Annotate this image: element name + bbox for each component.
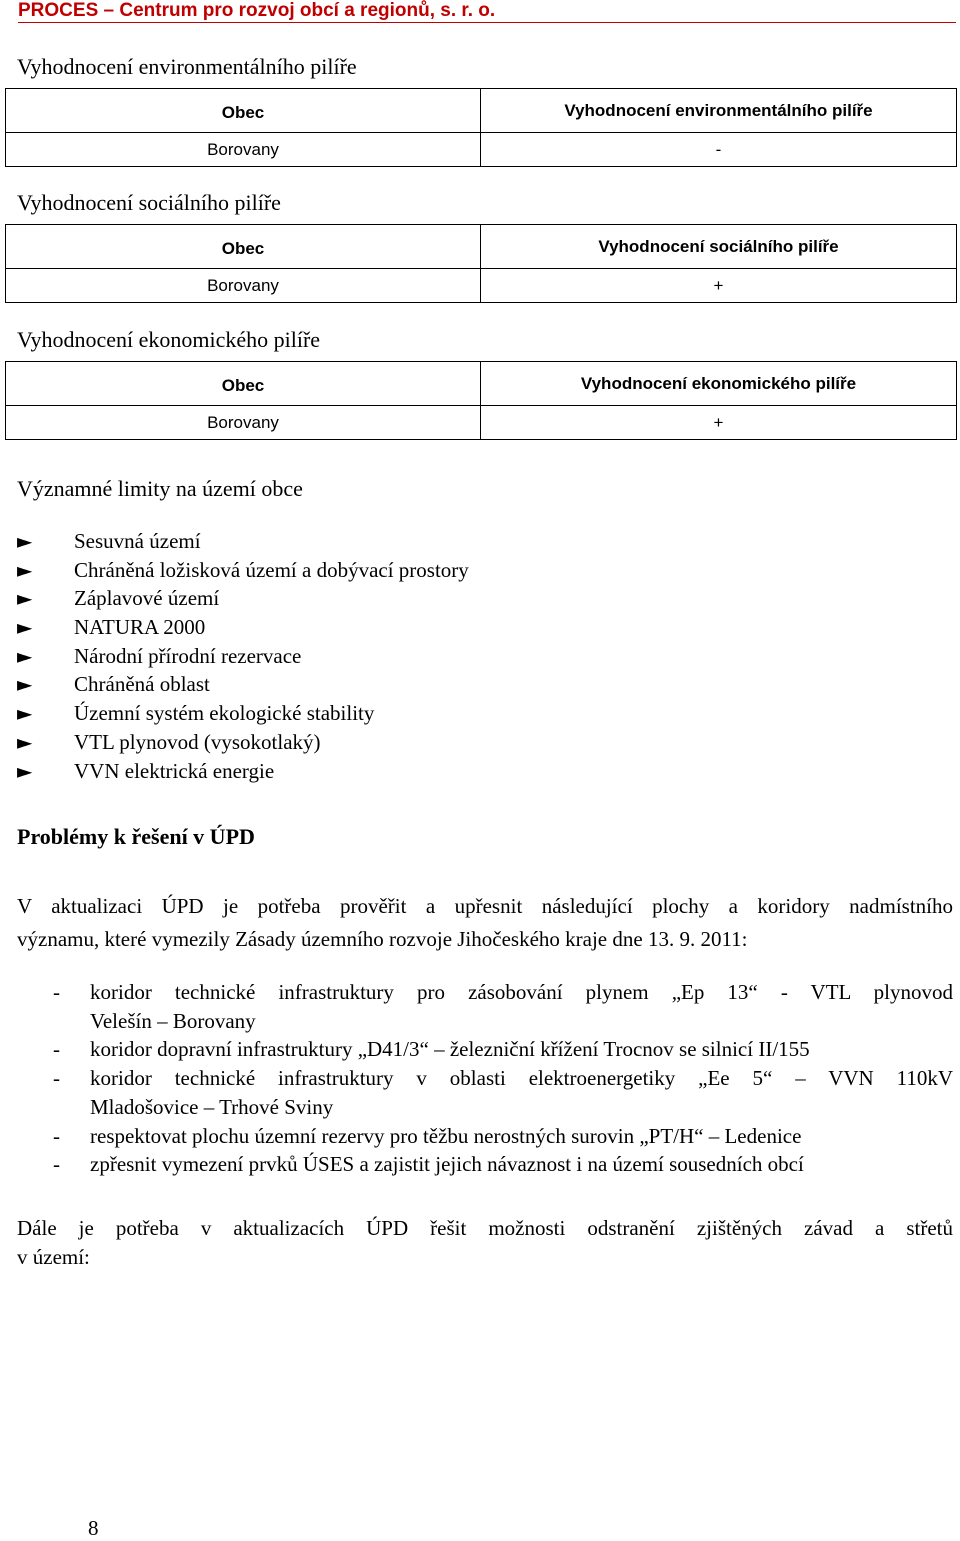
table-header-row (6, 225, 957, 269)
dash-bullet: - (53, 1037, 60, 1062)
problems-title: Problémy k řešení v ÚPD (17, 824, 255, 849)
list-item-label: VVN elektrická energie (74, 758, 275, 783)
list-item (17, 613, 469, 642)
list-item (17, 1150, 953, 1179)
list-item (17, 1122, 953, 1151)
triangle-right-icon: ► (17, 615, 33, 640)
list-item-label: Chráněná ložisková území a dobývací prostory (74, 557, 469, 582)
list-item-line: koridor technické infrastruktury v oblasti elektroenergetiky „Ee 5“ – VVN 110kV (90, 1066, 953, 1091)
table-row (6, 133, 957, 167)
column-header-evaluation: Vyhodnocení sociálního pilíře (481, 225, 957, 269)
list-item-line: koridor technické infrastruktury pro zásobování plynem „Ep 13“ - VTL plynovod (90, 980, 953, 1004)
closing-paragraph (17, 1214, 953, 1272)
problems-list (17, 978, 953, 1179)
document-header: PROCES – Centrum pro rozvoj obcí a regionů, s. r. o. (18, 0, 956, 23)
page-number: 8 (88, 1516, 99, 1540)
limits-title: Významné limity na území obce (17, 476, 303, 501)
column-header-evaluation: Vyhodnocení environmentálního pilíře (481, 89, 957, 133)
triangle-right-icon: ► (17, 586, 33, 611)
cell-evaluation: + (481, 406, 957, 440)
environmental-pillar-table (5, 88, 957, 167)
list-item (17, 699, 469, 728)
dash-bullet: - (53, 1123, 60, 1148)
cell-obec: Borovany (6, 133, 481, 167)
list-item (17, 728, 469, 757)
list-item-line: zpřesnit vymezení prvků ÚSES a zajistit jejich návaznost i na území sousedních obcí (90, 1152, 804, 1177)
triangle-right-icon: ► (17, 643, 33, 668)
list-item-line: respektovat plochu územní rezervy pro těžbu nerostných surovin „PT/H“ – Ledenice (90, 1123, 802, 1148)
table-header-row (6, 89, 957, 133)
problems-intro-paragraph (17, 890, 953, 956)
list-item (17, 757, 469, 786)
triangle-right-icon: ► (17, 557, 33, 582)
column-header-obec: Obec (6, 362, 481, 406)
paragraph-line: Dále je potřeba v aktualizacích ÚPD řešit možnosti odstranění zjištěných závad a střetů (17, 1216, 953, 1240)
economic-pillar-table (5, 361, 957, 440)
table-row (6, 406, 957, 440)
list-item-label: VTL plynovod (vysokotlaký) (74, 729, 321, 754)
cell-obec: Borovany (6, 406, 481, 440)
paragraph-line: významu, které vymezily Zásady územního rozvoje Jihočeského kraje dne 13. 9. 2011: (17, 927, 748, 951)
economic-pillar-title: Vyhodnocení ekonomického pilíře (17, 327, 321, 352)
list-item (17, 556, 469, 585)
list-item (17, 1064, 953, 1121)
triangle-right-icon: ► (17, 672, 33, 697)
table-header-row (6, 362, 957, 406)
triangle-right-icon: ► (17, 729, 33, 754)
list-item-label: Územní systém ekologické stability (74, 701, 375, 726)
social-pillar-title: Vyhodnocení sociálního pilíře (17, 190, 281, 215)
social-pillar-table (5, 224, 957, 303)
dash-bullet: - (53, 1152, 60, 1177)
list-item-label: Sesuvná území (74, 529, 201, 553)
list-item-label: Záplavové území (74, 586, 220, 611)
dash-bullet: - (53, 980, 60, 1004)
column-header-obec: Obec (6, 225, 481, 269)
paragraph-line: v území: (17, 1245, 90, 1269)
list-item-label: Národní přírodní rezervace (74, 643, 302, 668)
list-item (17, 642, 469, 671)
cell-evaluation: - (481, 133, 957, 167)
list-item (17, 670, 469, 699)
list-item-line: Velešín – Borovany (90, 1008, 256, 1033)
environmental-pillar-title: Vyhodnocení environmentálního pilíře (17, 54, 357, 79)
triangle-right-icon: ► (17, 758, 33, 783)
column-header-obec: Obec (6, 89, 481, 133)
paragraph-line: V aktualizaci ÚPD je potřeba prověřit a upřesnit následující plochy a koridory nadmístního (17, 894, 953, 918)
dash-bullet: - (53, 1066, 60, 1091)
cell-obec: Borovany (6, 269, 481, 303)
list-item-line: koridor dopravní infrastruktury „D41/3“ – železniční křížení Trocnov se silnicí II/155 (90, 1037, 810, 1062)
triangle-right-icon: ► (17, 529, 33, 553)
list-item-label: Chráněná oblast (74, 672, 210, 697)
column-header-evaluation: Vyhodnocení ekonomického pilíře (481, 362, 957, 406)
list-item (17, 527, 469, 556)
list-item (17, 1035, 953, 1064)
list-item-line: Mladošovice – Trhové Sviny (90, 1094, 334, 1119)
list-item-label: NATURA 2000 (74, 615, 206, 640)
list-item (17, 584, 469, 613)
table-row (6, 269, 957, 303)
list-item (17, 978, 953, 1035)
limits-list (17, 527, 469, 785)
cell-evaluation: + (481, 269, 957, 303)
triangle-right-icon: ► (17, 701, 33, 726)
